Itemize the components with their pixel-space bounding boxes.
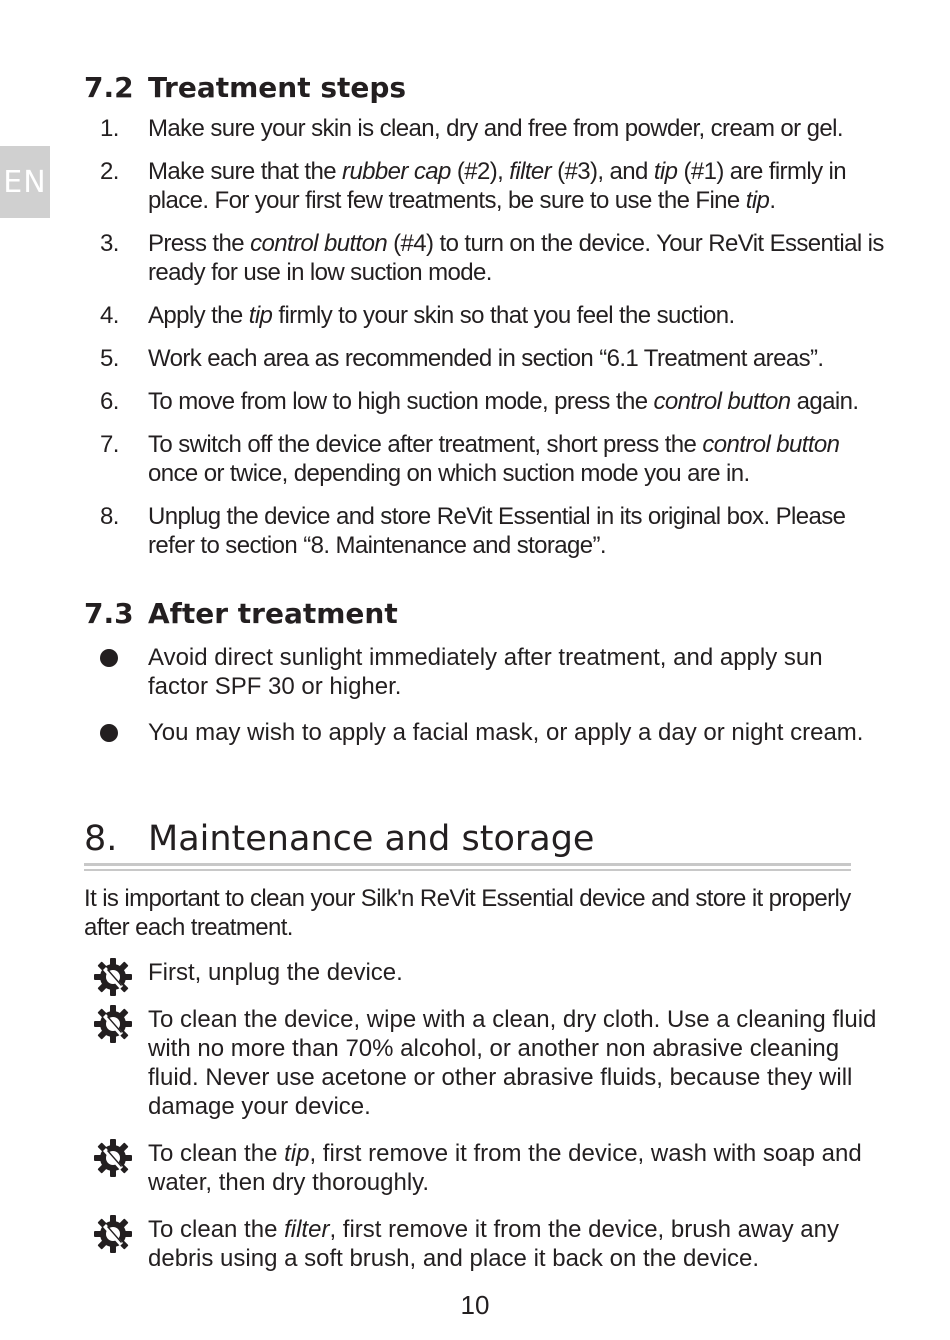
step-text: (#4) to turn on the device. Your ReVit Essential is ready for use in low suction mode. [148, 230, 884, 286]
section-8-heading [84, 818, 594, 860]
item-text: To clean the [148, 1140, 285, 1167]
step-text: (#2), [450, 158, 510, 185]
list-item [84, 643, 884, 701]
treatment-steps-list [84, 114, 884, 560]
step-text: To switch off the device after treatment, short press the [148, 431, 703, 458]
list-item [84, 344, 884, 373]
item-text-emphasis: filter [284, 1216, 330, 1243]
step-number: 7. [100, 431, 119, 458]
item-text: , first remove it from the device, wash with soap and water, then dry thoroughly. [148, 1140, 862, 1196]
maintenance-list [84, 958, 884, 1273]
item-text: , first remove it from the device, brush away any debris using a soft brush, and place it back on the device. [148, 1216, 839, 1272]
step-number: 2. [100, 158, 119, 185]
list-item [84, 229, 884, 287]
step-text: (#3), and [551, 158, 654, 185]
step-text-emphasis: tip [653, 158, 678, 185]
step-text: Make sure that the [148, 158, 343, 185]
after-treatment-list [84, 643, 884, 747]
list-item [84, 718, 884, 747]
section-7-2-heading [84, 72, 406, 104]
item-text: First, unplug the device. [148, 959, 403, 986]
page-number: 10 [460, 1290, 490, 1320]
item-text: To clean the [148, 1216, 285, 1243]
step-number: 6. [100, 388, 119, 415]
list-item [84, 1139, 884, 1197]
gear-wrench-icon [92, 1137, 134, 1179]
step-number: 3. [100, 230, 119, 257]
step-text: once or twice, depending on which suction mode you are in. [148, 460, 750, 487]
list-item [84, 157, 884, 215]
step-number: 4. [100, 302, 119, 329]
step-text-emphasis: tip [745, 187, 770, 214]
step-text: To move from low to high suction mode, press the [148, 388, 654, 415]
step-text: Press the [148, 230, 251, 257]
step-text: Unplug the device and store ReVit Essential in its original box. Please refer to section “8. Maintenance and storage”. [148, 503, 846, 559]
item-text-emphasis: tip [284, 1140, 310, 1167]
step-text: . [769, 187, 776, 214]
bullet-text: Avoid direct sunlight immediately after treatment, and apply sun factor SPF 30 or higher. [148, 644, 823, 700]
language-tab: EN [0, 146, 50, 218]
step-number: 8. [100, 503, 119, 530]
bullet-dot [100, 724, 118, 742]
list-item [84, 958, 884, 987]
list-item [84, 1215, 884, 1273]
item-text: To clean the device, wipe with a clean, dry cloth. Use a cleaning fluid with no more than 70% alcohol, or another non abrasive cleaning fluid. Never use acetone or other abrasive fluids, because they will damage your device. [148, 1006, 877, 1120]
step-text-emphasis: tip [248, 302, 273, 329]
gear-wrench-icon [92, 1003, 134, 1045]
gear-wrench-icon [92, 1213, 134, 1255]
step-text-emphasis: control button [250, 230, 388, 257]
list-item [84, 301, 884, 330]
step-text: Apply the [148, 302, 249, 329]
list-item [84, 387, 884, 416]
step-number: 5. [100, 345, 119, 372]
section-title: After treatment [148, 597, 398, 630]
section-number: 8. [84, 819, 118, 859]
heading-rule [84, 863, 851, 866]
step-text: again. [790, 388, 859, 415]
step-number: 1. [100, 115, 119, 142]
section-number: 7.2 [84, 71, 134, 104]
step-text: Make sure your skin is clean, dry and free from powder, cream or gel. [148, 115, 843, 142]
step-text-emphasis: control button [653, 388, 791, 415]
gear-wrench-icon [92, 956, 134, 998]
maintenance-intro: It is important to clean your Silk'n ReVit Essential device and store it properly after each treatment. [84, 885, 851, 941]
step-text: (#1) are firmly in place. For your first few treatments, be sure to use the Fine [148, 158, 847, 214]
section-7-3-heading [84, 598, 398, 630]
list-item [84, 114, 884, 143]
list-item [84, 430, 884, 488]
bullet-text: You may wish to apply a facial mask, or apply a day or night cream. [148, 719, 864, 746]
bullet-dot [100, 649, 118, 667]
section-number: 7.3 [84, 597, 134, 630]
step-text-emphasis: filter [509, 158, 552, 185]
heading-rule [84, 869, 851, 871]
list-item [84, 502, 884, 560]
step-text-emphasis: control button [702, 431, 840, 458]
step-text: firmly to your skin so that you feel the suction. [272, 302, 735, 329]
step-text-emphasis: rubber cap [342, 158, 451, 185]
section-title: Maintenance and storage [148, 819, 595, 859]
section-title: Treatment steps [148, 71, 407, 104]
list-item [84, 1005, 884, 1121]
step-text: Work each area as recommended in section “6.1 Treatment areas”. [148, 345, 824, 372]
